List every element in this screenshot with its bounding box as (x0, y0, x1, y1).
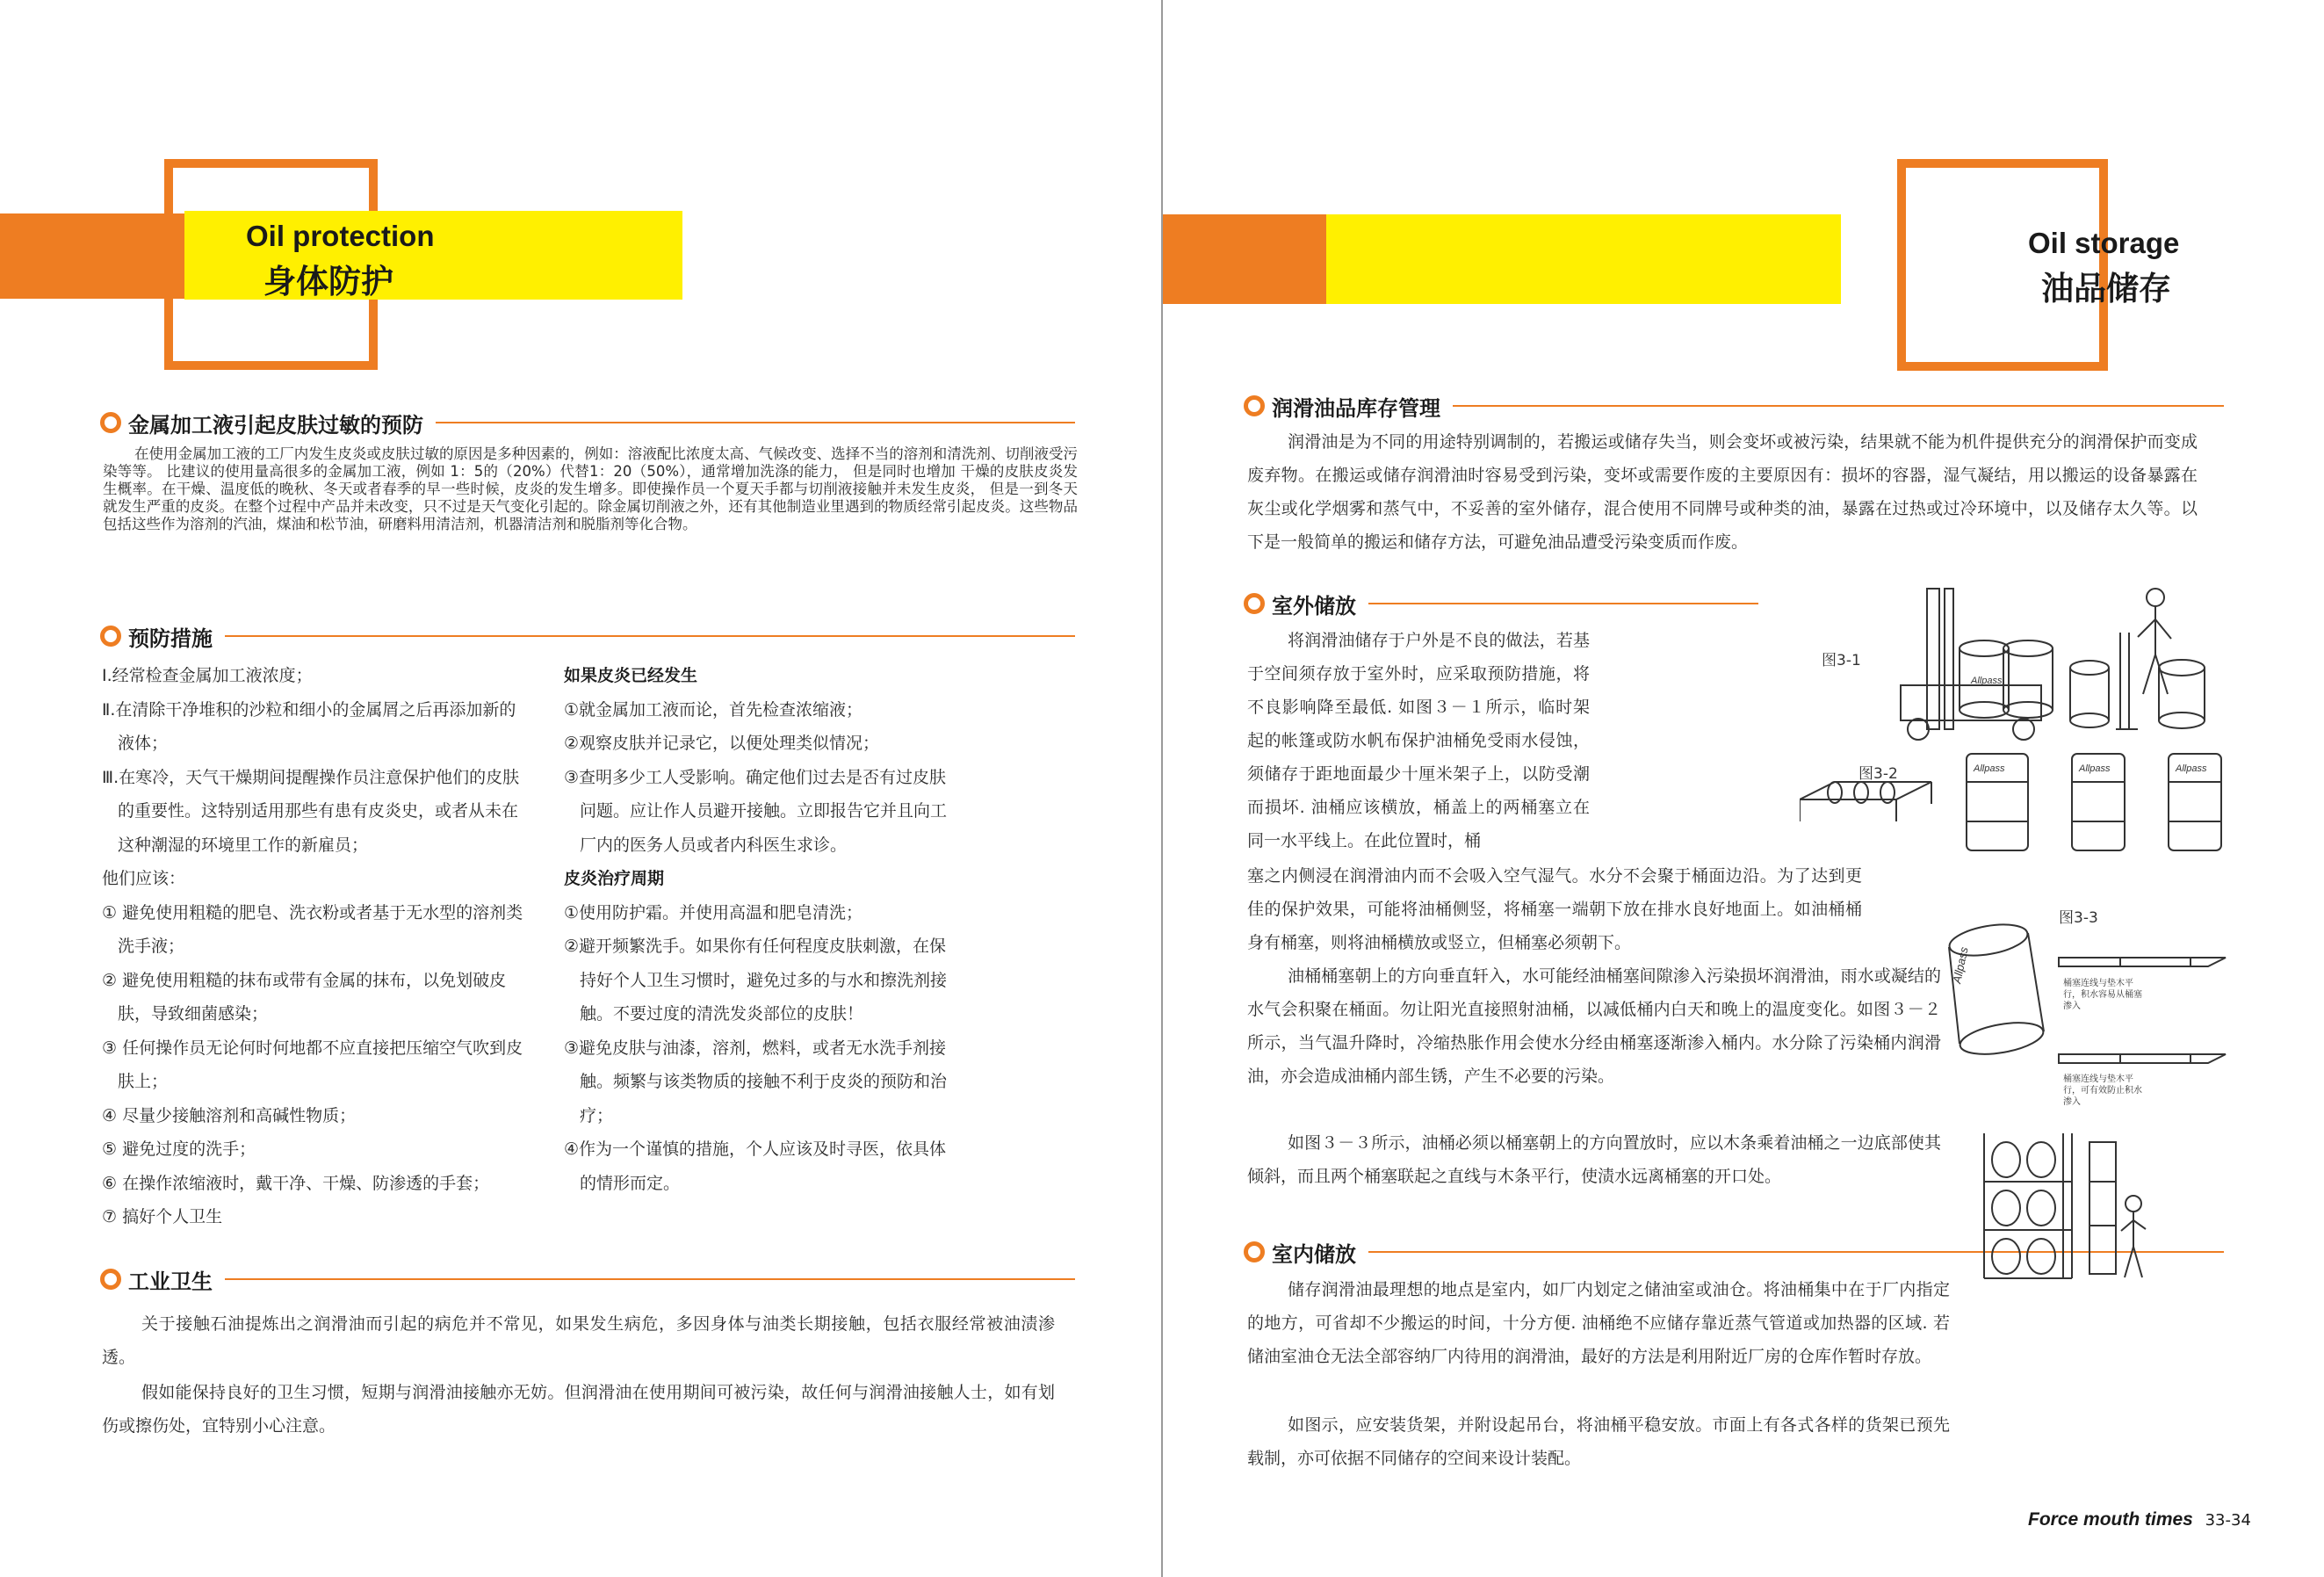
section-title: 预防措施 (128, 626, 213, 651)
section-rule (436, 422, 1075, 423)
section-heading (100, 621, 1075, 651)
page-title-zh: 身体防护 (263, 263, 393, 300)
section-paragraph: 假如能保持良好的卫生习惯，短期与润滑油接触亦无妨。但润滑油在使用期间可被污染，故任何与润滑油接触人士，如有划伤或擦伤处，宜特别小心注意。 (102, 1383, 1055, 1436)
orange-circle-icon (100, 412, 121, 433)
section-paragraph: 如图示，应安装货架，并附设起吊台，将油桶平稳安放。市面上有各式各样的货架已预先载制，亦可依据不同储存的空间来设计装配。 (1247, 1415, 1950, 1468)
figure-label: 图3-1 (1822, 652, 1861, 669)
list-item: ②避开频繁洗手。如果你有任何程度皮肤刺激，在保持好个人卫生习惯时，避免过多的与水和擦洗剂接触。不要过度的清洗发炎部位的皮肤！ (564, 937, 948, 1024)
section-title: 金属加工液引起皮肤过敏的预防 (128, 412, 423, 438)
right-page (1163, 0, 2324, 1577)
orange-circle-icon (1244, 593, 1265, 614)
dermatitis-column (564, 659, 955, 1200)
orange-band (1163, 214, 1326, 304)
section-paragraph: 塞之内侧浸在润滑油内而不会吸入空气湿气。水分不会聚于桶面边沿。为了达到更佳的保护效果，可能将油桶侧竖，将桶塞一端朝下放在排水良好地面上。如油桶桶身有桶塞，则将油桶横放或竖立，但桶塞必须朝下。 (1247, 866, 1862, 952)
list-item: Ⅰ.经常检查金属加工液浓度； (102, 666, 313, 685)
section-paragraph: 将润滑油储存于户外是不良的做法，若基于空间须存放于室外时，应采取预防措施，将不良影响降至最低. 如图３－１所示，临时架起的帐篷或防水帆布保护油桶免受雨水侵蚀，须储存于距地面最少十厘米架子上，以防受潮而损坏. 油桶应该横放，桶盖上的两桶塞立在同一水平线上。在此位置时，桶 (1247, 631, 1590, 850)
figure-note: 桶塞连线与垫木平行，可有效防止积水渗入 (2063, 1074, 2142, 1107)
section-title: 室外储放 (1272, 593, 1356, 619)
section-paragraph: 润滑油是为不同的用途特别调制的，若搬运或储存失当，则会变坏或被污染，结果就不能为机件提供充分的润滑保护而变成废弃物。在搬运或储存润滑油时容易受到污染，变坏或需要作废的主要原因有：损坏的容器，湿气凝结，用以搬运的设备暴露在灰尘或化学烟雾和蒸气中，不妥善的室外储存，混合使用不同牌号或种类的油，暴露在过热或过冷环境中，以及储存太久等。以下是一般简单的搬运和储存方法，可避免油品遭受污染变质而作废。 (1247, 432, 2198, 552)
section-paragraph: 在使用金属加工液的工厂内发生皮炎或皮肤过敏的原因是多种因素的，例如：溶液配比浓度太高、气候改变、选择不当的溶剂和清洗剂、切削液受污染等等。 比建议的使用量高很多的金属加工液，例如 1：5的（20%）代替1：20（50%），通常增加洗涤的能力， 但是同时也增加 干燥的皮肤皮炎发生概率。在干燥、温度低的晚秋、冬天或者春季的早一些时候，皮炎的发生增多。即使操作员一个夏天手都与切削液接触并未发生皮炎， 但是一到冬天就发生严重的皮炎。在整个过程中产品并未改变，只不过是天气变化引起的。除金属切削液之外，还有其他制造业里遇到的物质经常引起皮炎。这些物品包括这些作为溶剂的汽油，煤油和松节油，研磨料用清洁剂，机器清洁剂和脱脂剂等化合物。 (103, 445, 1078, 532)
figure-label: 图3-2 (1858, 765, 1898, 783)
drum-brand-label: Allpass (1974, 763, 2005, 774)
section-heading (100, 1264, 1075, 1294)
page-title-zh: 油品储存 (2041, 270, 2171, 307)
section-title: 室内储放 (1272, 1241, 1356, 1267)
list-item: ③ 任何操作员无论何时何地都不应直接把压缩空气吹到皮肤上； (102, 1038, 523, 1091)
list-item: ①就金属加工液而论，首先检查浓缩液； (564, 699, 863, 720)
section-rule (225, 635, 1075, 637)
section-rule (1368, 603, 1758, 604)
page-numbers: 33-34 (2205, 1511, 2251, 1530)
orange-band (0, 213, 184, 299)
list-item: ③查明多少工人受影响。确定他们过去是否有过皮肤问题。应让作人员避开接触。立即报告它并且向工厂内的医务人员或者内科医生求诊。 (564, 767, 948, 855)
section-rule (225, 1278, 1075, 1280)
orange-circle-icon (100, 626, 121, 647)
list-item: 他们应该： (102, 869, 186, 888)
drum-brand-label: Allpass (1950, 945, 1971, 985)
figure-label: 图3-3 (2059, 909, 2098, 927)
figure-note: 桶塞连线与垫木平行，积水容易从桶塞渗入 (2063, 979, 2142, 1011)
list-item: ④作为一个谨慎的措施，个人应该及时寻医，依具体的情形而定。 (564, 1139, 947, 1193)
yellow-band (1326, 214, 1841, 304)
section-heading (1244, 589, 1758, 619)
orange-circle-icon (1244, 1241, 1265, 1262)
footer-brand: Force mouth times (2028, 1509, 2193, 1530)
list-item: ④ 尽量少接触溶剂和高碱性物质； (102, 1105, 357, 1125)
list-item: ⑦ 搞好个人卫生 (102, 1207, 223, 1226)
subheading: 皮炎治疗周期 (564, 869, 665, 888)
section-title: 润滑油品库存管理 (1272, 395, 1440, 421)
orange-circle-icon (1244, 395, 1265, 416)
list-item: ② 避免使用粗糙的抹布或带有金属的抹布，以免划破皮肤，导致细菌感染； (102, 970, 507, 1024)
list-item: Ⅲ.在寒冷，天气干燥期间提醒操作员注意保护他们的皮肤的重要性。这特别适用那些有患有皮炎史，或者从未在这种潮湿的环境里工作的新雇员； (102, 767, 520, 855)
page-footer (2028, 1509, 2251, 1530)
page-title-en: Oil protection (246, 220, 435, 252)
section-rule (1453, 405, 2224, 407)
storage-rack-illustration (1975, 1129, 2151, 1283)
section-heading (1244, 391, 2224, 421)
list-item: ①使用防护霜。并使用高温和肥皂清洗； (564, 902, 863, 922)
section-title: 工业卫生 (128, 1269, 213, 1294)
prevention-list (102, 659, 532, 1234)
left-page (0, 0, 1161, 1577)
treatment-list (564, 896, 955, 1201)
drum-orientation-illustration (1800, 747, 2239, 861)
section-paragraph: 储存润滑油最理想的地点是室内，如厂内划定之储油室或油仓。将油桶集中在于厂内指定的地方，可省却不少搬运的时间，十分方便. 油桶绝不应储存靠近蒸气管道或加热器的区域. 若储油室油仓无法全部容纳厂内待用的润滑油，最好的方法是利用附近厂房的仓库作暂时存放。 (1247, 1280, 1950, 1366)
forklift-drums-illustration (1892, 580, 2234, 747)
orange-circle-icon (100, 1269, 121, 1290)
subheading: 如果皮炎已经发生 (564, 666, 698, 685)
list-item: ③避免皮肤与油漆，溶剂，燃料，或者无水洗手剂接触。频繁与该类物质的接触不利于皮炎的预防和治疗； (564, 1038, 948, 1125)
if-dermatitis-list (564, 693, 955, 863)
list-item: Ⅱ.在清除干净堆积的沙粒和细小的金属屑之后再添加新的液体； (102, 699, 516, 753)
list-item: ① 避免使用粗糙的肥皂、洗衣粉或者基于无水型的溶剂类洗手液； (102, 902, 523, 956)
drum-brand-label: Allpass (2176, 763, 2207, 774)
list-item: ⑤ 避免过度的洗手； (102, 1139, 256, 1159)
section-paragraph: 关于接触石油提炼出之润滑油而引起的病危并不常见，如果发生病危，多因身体与油类长期接触，包括衣服经常被油渍渗透。 (102, 1314, 1055, 1367)
list-item: ⑥ 在操作浓缩液时，戴干净、干燥、防渗透的手套； (102, 1173, 490, 1193)
section-heading (100, 408, 1075, 438)
list-item: ②观察皮肤并记录它，以便处理类似情况； (564, 734, 880, 753)
drum-brand-label: Allpass (2079, 763, 2111, 774)
section-paragraph: 油桶桶塞朝上的方向垂直轩入，水可能经油桶塞间隙渗入污染损坏润滑油，雨水或凝结的水气会积聚在桶面。勿让阳光直接照射油桶，以减低桶内白天和晚上的温度变化。如图３－２所示，当气温升降时，冷缩热胀作用会使水分经由桶塞逐渐渗入桶内。水分除了污染桶内润滑油，亦会造成油桶内部生锈，产生不必要的污染。 (1247, 966, 1941, 1086)
section-paragraph: 如图３－３所示，油桶必须以桶塞朝上的方向置放时，应以木条乘着油桶之一边底部使其倾斜，而且两个桶塞联起之直线与木条平行，使渍水远离桶塞的开口处。 (1247, 1133, 1941, 1186)
drum-brand-label: Allpass (1971, 676, 2003, 686)
page-title-en: Oil storage (2028, 227, 2180, 259)
